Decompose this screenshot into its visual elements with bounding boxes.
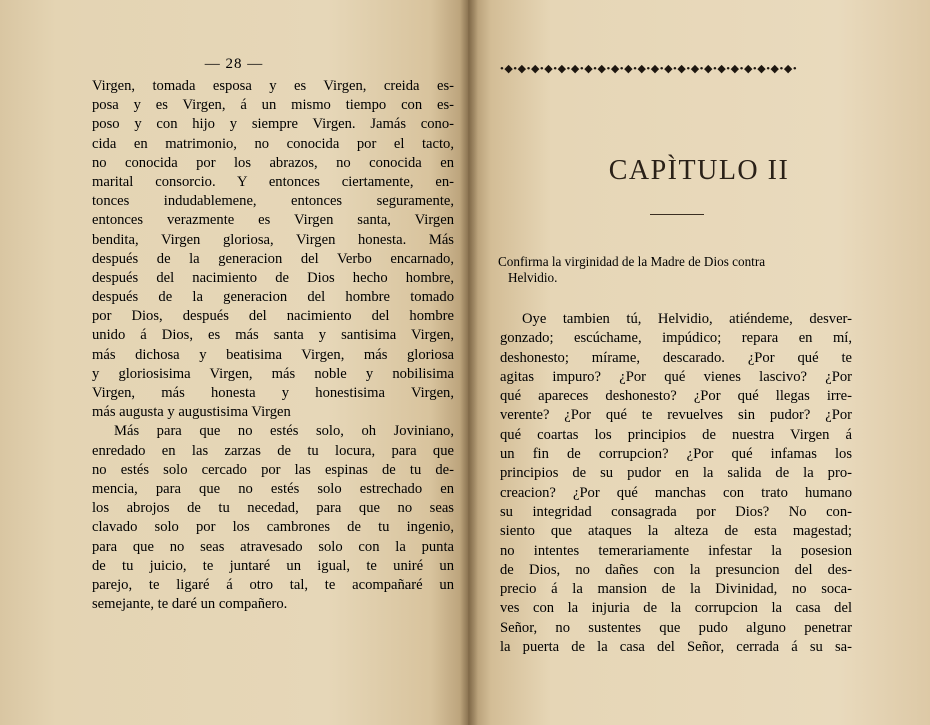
text-line: mencia, para que no estés solo estrechado en xyxy=(92,480,454,497)
chapter-summary xyxy=(498,254,858,286)
summary-line: Helvidio. xyxy=(508,270,558,285)
text-line: no estés solo cercado por las espinas de tu de- xyxy=(92,461,454,478)
text-line: Virgen, tomada esposa y es Virgen, creida es- xyxy=(92,78,454,94)
text-line: precio á la mansion de la Divinidad, no soca- xyxy=(500,581,852,598)
text-line: clavado solo por los cambrones de tu ingenio, xyxy=(92,519,454,536)
text-line: parejo, te ligaré á otro tal, te acompañaré un xyxy=(92,576,454,593)
text-line: no intentes temerariamente infestar la posesion xyxy=(500,542,852,559)
text-line: más dichosa y beatisima Virgen, más gloriosa xyxy=(92,346,454,363)
text-line: entonces verazmente es Virgen santa, Virgen xyxy=(92,212,454,229)
text-line: Virgen, más honesta y honestisima Virgen, xyxy=(92,385,454,401)
book-gutter xyxy=(460,0,478,725)
text-line: tonces indudablemene, entonces seguramente, xyxy=(92,193,454,210)
text-line: semejante, te daré un compañero. xyxy=(92,596,288,613)
text-line: de tu juicio, te juntaré un igual, te uniré un xyxy=(92,557,454,574)
text-line: ves con la injuria de la corrupcion la casa del xyxy=(500,600,852,617)
text-line: no conocida por los abrazos, no conocida en xyxy=(92,154,454,171)
text-line: verente? ¿Por qué te revuelves sin pudor? ¿Por xyxy=(500,407,852,424)
text-line: su integridad consagrada por Dios? No con- xyxy=(500,503,852,520)
text-line: y gloriosisima Virgen, más noble y nobilisima xyxy=(92,365,454,382)
text-line: posa y es Virgen, á un mismo tiempo con es- xyxy=(92,97,454,114)
text-line: para que no seas atravesado solo con la punta xyxy=(92,538,454,555)
ornamental-border: •◆•◆•◆•◆•◆•◆•◆•◆•◆•◆•◆•◆•◆•◆•◆•◆•◆•◆•◆•◆•◆•◆• xyxy=(500,63,798,75)
text-line: qué coartas los principios de nuestra Virgen á xyxy=(500,426,852,443)
text-line: principios de su pudor en la salida de la pro- xyxy=(500,465,852,482)
left-page-body xyxy=(92,77,454,614)
page-number: — 28 — xyxy=(204,56,264,72)
text-line: después de la generacion del Verbo encarnado, xyxy=(92,250,454,267)
text-line: Señor, no sustentes que pudo alguno penetrar xyxy=(500,619,852,636)
text-line: por Dios, después del nacimiento del hombre xyxy=(92,308,454,325)
text-line: deshonesto; mírame, descarado. ¿Por qué te xyxy=(500,349,852,366)
text-line: Oye tambien tú, Helvidio, atiéndeme, desver- xyxy=(522,311,852,327)
text-line: un fin de corrupcion? ¿Por qué infamas los xyxy=(500,446,852,463)
right-page-body xyxy=(500,310,852,657)
text-line: siento que ataques la alteza de esta magestad; xyxy=(500,523,852,540)
text-line: enredado en las zarzas de tu locura, para que xyxy=(92,442,454,459)
summary-line: Confirma la virginidad de la Madre de Dios contra xyxy=(498,254,766,269)
chapter-title: CAPÌTULO II xyxy=(608,155,790,186)
chapter-rule xyxy=(650,214,704,215)
text-line: más augusta y augustisima Virgen xyxy=(92,404,291,421)
text-line: qué apareces deshonesto? ¿Por qué llegas irre- xyxy=(500,388,852,405)
text-line: Más para que no estés solo, oh Joviniano, xyxy=(114,423,454,440)
text-line: poso y con hijo y siempre Virgen. Jamás cono- xyxy=(92,116,454,133)
text-line: la puerta de la casa del Señor, cerrada á su sa- xyxy=(500,639,852,656)
text-line: después de la generacion del hombre tomado xyxy=(92,289,454,306)
text-line: los abrojos de tu necedad, para que no seas xyxy=(92,500,454,517)
text-line: marital consorcio. Y entonces ciertamente, en- xyxy=(92,173,454,190)
text-line: bendita, Virgen gloriosa, Virgen honesta. Más xyxy=(92,231,454,248)
text-line: cida en matrimonio, no conocida por el tacto, xyxy=(92,135,454,152)
text-line: gonzado; escúchame, impúdico; repara en mí, xyxy=(500,330,852,347)
text-line: unido á Dios, es más santa y santisima Virgen, xyxy=(92,327,454,344)
text-line: creacion? ¿Por qué manchas con trato humano xyxy=(500,484,852,501)
text-line: agitas impuro? ¿Por qué vienes lascivo? ¿Por xyxy=(500,368,852,385)
text-line: después del nacimiento de Dios hecho hombre, xyxy=(92,269,454,286)
text-line: de Dios, no dañes con la presuncion del des- xyxy=(500,561,852,578)
